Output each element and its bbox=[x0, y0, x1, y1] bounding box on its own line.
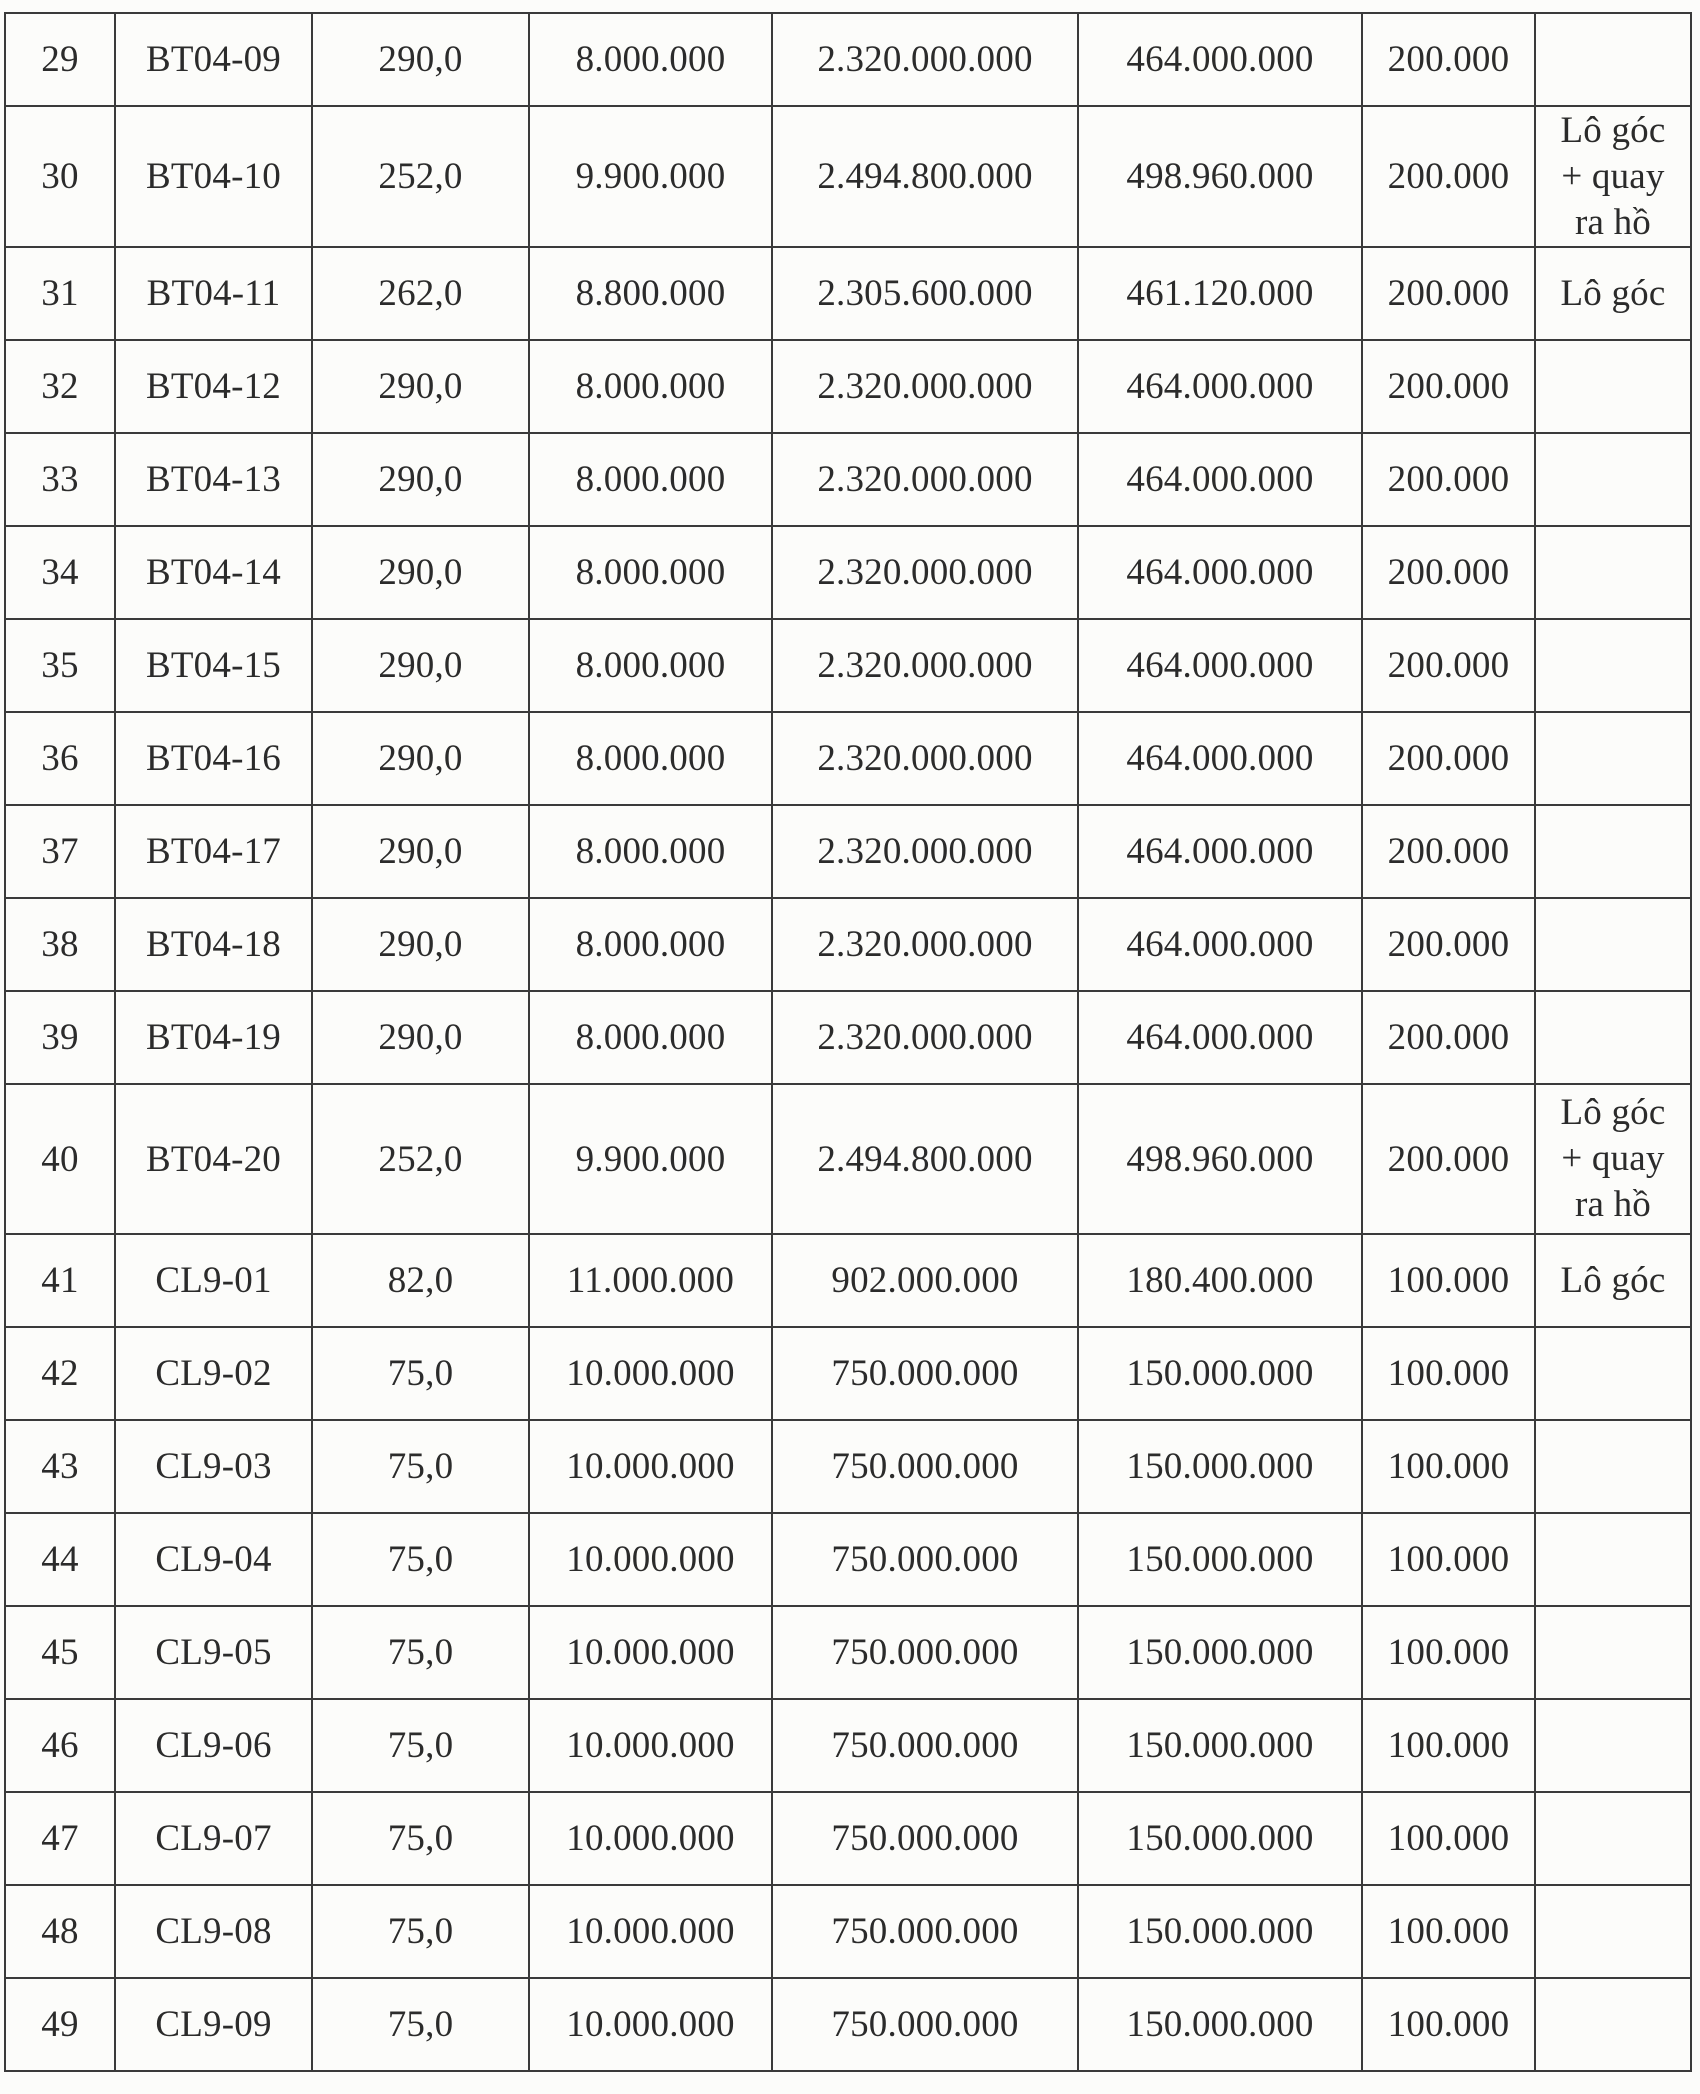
lot-code-cell: BT04-11 bbox=[115, 247, 312, 340]
total-price-cell: 2.305.600.000 bbox=[772, 247, 1078, 340]
row-number-cell: 39 bbox=[5, 991, 115, 1084]
area-cell: 75,0 bbox=[312, 1513, 529, 1606]
total-price-cell: 2.320.000.000 bbox=[772, 991, 1078, 1084]
deposit-cell: 464.000.000 bbox=[1078, 805, 1362, 898]
deposit-cell: 464.000.000 bbox=[1078, 340, 1362, 433]
application-fee-cell: 100.000 bbox=[1362, 1885, 1535, 1978]
lot-code-cell: BT04-16 bbox=[115, 712, 312, 805]
row-number-cell: 35 bbox=[5, 619, 115, 712]
note-cell bbox=[1535, 805, 1691, 898]
lot-code-cell: CL9-04 bbox=[115, 1513, 312, 1606]
total-price-cell: 2.494.800.000 bbox=[772, 106, 1078, 247]
table-row bbox=[5, 1420, 1691, 1513]
note-line: ra hồ bbox=[1575, 1184, 1651, 1225]
application-fee-cell: 100.000 bbox=[1362, 1234, 1535, 1327]
table-body bbox=[5, 13, 1691, 2071]
table-row bbox=[5, 1792, 1691, 1885]
row-number-cell: 30 bbox=[5, 106, 115, 247]
application-fee-cell: 100.000 bbox=[1362, 1978, 1535, 2071]
note-line: ra hồ bbox=[1575, 201, 1651, 243]
area-cell: 75,0 bbox=[312, 1420, 529, 1513]
unit-price-cell: 10.000.000 bbox=[529, 1792, 772, 1885]
total-price-cell: 902.000.000 bbox=[772, 1234, 1078, 1327]
note-cell bbox=[1535, 526, 1691, 619]
application-fee-cell: 200.000 bbox=[1362, 805, 1535, 898]
table-row bbox=[5, 340, 1691, 433]
table-row bbox=[5, 526, 1691, 619]
note-line: Lô góc bbox=[1560, 1092, 1666, 1133]
note-cell bbox=[1535, 1606, 1691, 1699]
row-number-cell: 42 bbox=[5, 1327, 115, 1420]
row-number-cell: 34 bbox=[5, 526, 115, 619]
total-price-cell: 750.000.000 bbox=[772, 1699, 1078, 1792]
total-price-cell: 750.000.000 bbox=[772, 1513, 1078, 1606]
total-price-cell: 2.320.000.000 bbox=[772, 712, 1078, 805]
total-price-cell: 2.320.000.000 bbox=[772, 619, 1078, 712]
application-fee-cell: 200.000 bbox=[1362, 433, 1535, 526]
lot-code-cell: CL9-08 bbox=[115, 1885, 312, 1978]
area-cell: 290,0 bbox=[312, 898, 529, 991]
deposit-cell: 464.000.000 bbox=[1078, 433, 1362, 526]
total-price-cell: 2.320.000.000 bbox=[772, 805, 1078, 898]
table-row bbox=[5, 1978, 1691, 2071]
note-line: + quay bbox=[1561, 1138, 1665, 1179]
deposit-cell: 498.960.000 bbox=[1078, 1084, 1362, 1234]
application-fee-cell: 200.000 bbox=[1362, 619, 1535, 712]
note-cell bbox=[1535, 1885, 1691, 1978]
lot-code-cell: BT04-17 bbox=[115, 805, 312, 898]
lot-code-cell: BT04-15 bbox=[115, 619, 312, 712]
table-row bbox=[5, 433, 1691, 526]
unit-price-cell: 10.000.000 bbox=[529, 1420, 772, 1513]
total-price-cell: 750.000.000 bbox=[772, 1606, 1078, 1699]
row-number-cell: 44 bbox=[5, 1513, 115, 1606]
lot-code-cell: CL9-01 bbox=[115, 1234, 312, 1327]
table-row bbox=[5, 1084, 1691, 1234]
total-price-cell: 2.320.000.000 bbox=[772, 433, 1078, 526]
unit-price-cell: 8.000.000 bbox=[529, 526, 772, 619]
deposit-cell: 150.000.000 bbox=[1078, 1606, 1362, 1699]
note-line: Lô góc bbox=[1560, 1259, 1666, 1301]
unit-price-cell: 8.000.000 bbox=[529, 433, 772, 526]
table-row bbox=[5, 1699, 1691, 1792]
deposit-cell: 150.000.000 bbox=[1078, 1513, 1362, 1606]
total-price-cell: 2.320.000.000 bbox=[772, 340, 1078, 433]
note-cell bbox=[1535, 991, 1691, 1084]
area-cell: 290,0 bbox=[312, 13, 529, 106]
total-price-cell: 2.320.000.000 bbox=[772, 13, 1078, 106]
table-row bbox=[5, 247, 1691, 340]
deposit-cell: 498.960.000 bbox=[1078, 106, 1362, 247]
note-cell bbox=[1535, 1792, 1691, 1885]
unit-price-cell: 9.900.000 bbox=[529, 106, 772, 247]
note-cell bbox=[1535, 13, 1691, 106]
application-fee-cell: 100.000 bbox=[1362, 1327, 1535, 1420]
unit-price-cell: 10.000.000 bbox=[529, 1885, 772, 1978]
unit-price-cell: 8.000.000 bbox=[529, 991, 772, 1084]
area-cell: 290,0 bbox=[312, 619, 529, 712]
note-cell bbox=[1535, 619, 1691, 712]
lot-code-cell: CL9-03 bbox=[115, 1420, 312, 1513]
lot-code-cell: BT04-10 bbox=[115, 106, 312, 247]
row-number-cell: 47 bbox=[5, 1792, 115, 1885]
lot-code-cell: CL9-05 bbox=[115, 1606, 312, 1699]
deposit-cell: 150.000.000 bbox=[1078, 1792, 1362, 1885]
area-cell: 290,0 bbox=[312, 712, 529, 805]
unit-price-cell: 11.000.000 bbox=[529, 1234, 772, 1327]
lot-code-cell: BT04-09 bbox=[115, 13, 312, 106]
unit-price-cell: 8.800.000 bbox=[529, 247, 772, 340]
row-number-cell: 37 bbox=[5, 805, 115, 898]
application-fee-cell: 200.000 bbox=[1362, 106, 1535, 247]
deposit-cell: 464.000.000 bbox=[1078, 898, 1362, 991]
note-cell bbox=[1535, 247, 1691, 340]
deposit-cell: 464.000.000 bbox=[1078, 13, 1362, 106]
area-cell: 290,0 bbox=[312, 433, 529, 526]
unit-price-cell: 10.000.000 bbox=[529, 1699, 772, 1792]
note-cell bbox=[1535, 712, 1691, 805]
lot-code-cell: BT04-12 bbox=[115, 340, 312, 433]
row-number-cell: 33 bbox=[5, 433, 115, 526]
lot-code-cell: BT04-19 bbox=[115, 991, 312, 1084]
application-fee-cell: 200.000 bbox=[1362, 712, 1535, 805]
table-row bbox=[5, 1606, 1691, 1699]
note-cell bbox=[1535, 1084, 1691, 1234]
deposit-cell: 150.000.000 bbox=[1078, 1327, 1362, 1420]
application-fee-cell: 100.000 bbox=[1362, 1792, 1535, 1885]
row-number-cell: 32 bbox=[5, 340, 115, 433]
lot-code-cell: BT04-20 bbox=[115, 1084, 312, 1234]
table-row bbox=[5, 13, 1691, 106]
table-row bbox=[5, 1885, 1691, 1978]
application-fee-cell: 200.000 bbox=[1362, 991, 1535, 1084]
total-price-cell: 750.000.000 bbox=[772, 1327, 1078, 1420]
note-line: Lô góc bbox=[1560, 109, 1666, 151]
row-number-cell: 40 bbox=[5, 1084, 115, 1234]
row-number-cell: 45 bbox=[5, 1606, 115, 1699]
deposit-cell: 150.000.000 bbox=[1078, 1420, 1362, 1513]
area-cell: 290,0 bbox=[312, 805, 529, 898]
deposit-cell: 464.000.000 bbox=[1078, 991, 1362, 1084]
row-number-cell: 43 bbox=[5, 1420, 115, 1513]
area-cell: 82,0 bbox=[312, 1234, 529, 1327]
table-row bbox=[5, 805, 1691, 898]
table-row bbox=[5, 991, 1691, 1084]
table-row bbox=[5, 1327, 1691, 1420]
area-cell: 290,0 bbox=[312, 340, 529, 433]
area-cell: 75,0 bbox=[312, 1885, 529, 1978]
total-price-cell: 2.320.000.000 bbox=[772, 526, 1078, 619]
area-cell: 75,0 bbox=[312, 1327, 529, 1420]
lot-code-cell: BT04-13 bbox=[115, 433, 312, 526]
area-cell: 75,0 bbox=[312, 1978, 529, 2071]
note-cell bbox=[1535, 106, 1691, 247]
unit-price-cell: 10.000.000 bbox=[529, 1327, 772, 1420]
unit-price-cell: 8.000.000 bbox=[529, 898, 772, 991]
row-number-cell: 49 bbox=[5, 1978, 115, 2071]
unit-price-cell: 8.000.000 bbox=[529, 712, 772, 805]
row-number-cell: 46 bbox=[5, 1699, 115, 1792]
unit-price-cell: 10.000.000 bbox=[529, 1978, 772, 2071]
lot-code-cell: BT04-14 bbox=[115, 526, 312, 619]
table-row bbox=[5, 712, 1691, 805]
total-price-cell: 750.000.000 bbox=[772, 1978, 1078, 2071]
table-row bbox=[5, 619, 1691, 712]
deposit-cell: 464.000.000 bbox=[1078, 712, 1362, 805]
land-lot-price-table bbox=[4, 12, 1692, 2072]
area-cell: 262,0 bbox=[312, 247, 529, 340]
area-cell: 290,0 bbox=[312, 991, 529, 1084]
unit-price-cell: 8.000.000 bbox=[529, 619, 772, 712]
row-number-cell: 48 bbox=[5, 1885, 115, 1978]
note-cell bbox=[1535, 1978, 1691, 2071]
application-fee-cell: 100.000 bbox=[1362, 1699, 1535, 1792]
total-price-cell: 750.000.000 bbox=[772, 1420, 1078, 1513]
unit-price-cell: 8.000.000 bbox=[529, 13, 772, 106]
row-number-cell: 31 bbox=[5, 247, 115, 340]
table-row bbox=[5, 1513, 1691, 1606]
deposit-cell: 180.400.000 bbox=[1078, 1234, 1362, 1327]
area-cell: 252,0 bbox=[312, 1084, 529, 1234]
note-cell bbox=[1535, 433, 1691, 526]
unit-price-cell: 10.000.000 bbox=[529, 1513, 772, 1606]
deposit-cell: 150.000.000 bbox=[1078, 1978, 1362, 2071]
note-line: Lô góc bbox=[1560, 272, 1666, 314]
application-fee-cell: 200.000 bbox=[1362, 13, 1535, 106]
note-cell bbox=[1535, 1699, 1691, 1792]
note-cell bbox=[1535, 898, 1691, 991]
total-price-cell: 750.000.000 bbox=[772, 1792, 1078, 1885]
lot-code-cell: CL9-07 bbox=[115, 1792, 312, 1885]
area-cell: 75,0 bbox=[312, 1792, 529, 1885]
application-fee-cell: 100.000 bbox=[1362, 1513, 1535, 1606]
application-fee-cell: 200.000 bbox=[1362, 898, 1535, 991]
application-fee-cell: 200.000 bbox=[1362, 247, 1535, 340]
application-fee-cell: 100.000 bbox=[1362, 1606, 1535, 1699]
deposit-cell: 464.000.000 bbox=[1078, 619, 1362, 712]
area-cell: 75,0 bbox=[312, 1606, 529, 1699]
area-cell: 252,0 bbox=[312, 106, 529, 247]
deposit-cell: 461.120.000 bbox=[1078, 247, 1362, 340]
note-line: + quay bbox=[1561, 155, 1665, 197]
total-price-cell: 2.494.800.000 bbox=[772, 1084, 1078, 1234]
deposit-cell: 150.000.000 bbox=[1078, 1885, 1362, 1978]
application-fee-cell: 200.000 bbox=[1362, 340, 1535, 433]
row-number-cell: 38 bbox=[5, 898, 115, 991]
note-cell bbox=[1535, 1513, 1691, 1606]
lot-code-cell: CL9-09 bbox=[115, 1978, 312, 2071]
table-row bbox=[5, 106, 1691, 247]
table-row bbox=[5, 898, 1691, 991]
note-cell bbox=[1535, 1234, 1691, 1327]
application-fee-cell: 200.000 bbox=[1362, 1084, 1535, 1234]
unit-price-cell: 10.000.000 bbox=[529, 1606, 772, 1699]
lot-code-cell: CL9-06 bbox=[115, 1699, 312, 1792]
total-price-cell: 2.320.000.000 bbox=[772, 898, 1078, 991]
total-price-cell: 750.000.000 bbox=[772, 1885, 1078, 1978]
deposit-cell: 150.000.000 bbox=[1078, 1699, 1362, 1792]
note-cell bbox=[1535, 1327, 1691, 1420]
row-number-cell: 36 bbox=[5, 712, 115, 805]
row-number-cell: 29 bbox=[5, 13, 115, 106]
area-cell: 75,0 bbox=[312, 1699, 529, 1792]
note-cell bbox=[1535, 1420, 1691, 1513]
row-number-cell: 41 bbox=[5, 1234, 115, 1327]
unit-price-cell: 8.000.000 bbox=[529, 805, 772, 898]
application-fee-cell: 200.000 bbox=[1362, 526, 1535, 619]
lot-code-cell: CL9-02 bbox=[115, 1327, 312, 1420]
lot-code-cell: BT04-18 bbox=[115, 898, 312, 991]
unit-price-cell: 8.000.000 bbox=[529, 340, 772, 433]
deposit-cell: 464.000.000 bbox=[1078, 526, 1362, 619]
table-row bbox=[5, 1234, 1691, 1327]
unit-price-cell: 9.900.000 bbox=[529, 1084, 772, 1234]
area-cell: 290,0 bbox=[312, 526, 529, 619]
application-fee-cell: 100.000 bbox=[1362, 1420, 1535, 1513]
note-cell bbox=[1535, 340, 1691, 433]
